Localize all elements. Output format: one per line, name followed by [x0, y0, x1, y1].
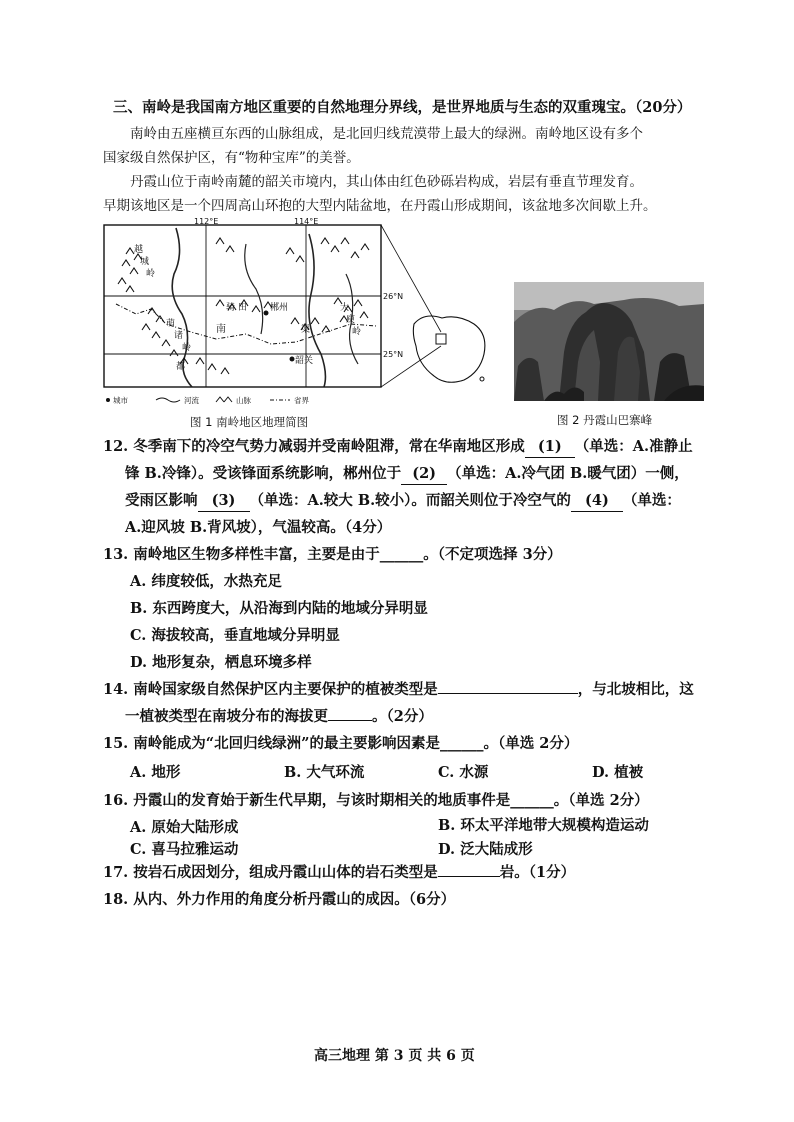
- lon-112-label: 112°E: [194, 217, 219, 226]
- q15-option-b[interactable]: B. 大气环流: [284, 764, 365, 781]
- map-label-qi: 骑: [226, 303, 236, 313]
- legend-river: 河流: [184, 396, 199, 405]
- figure1-caption: 图 1 南岭地区地理简图: [190, 415, 309, 429]
- q13-option-a[interactable]: A. 纬度较低，水热充足: [130, 573, 282, 590]
- q12-blank-2[interactable]: (2): [401, 464, 447, 485]
- lat-25-label: 25°N: [383, 350, 404, 359]
- q14-blank-1[interactable]: [438, 693, 578, 694]
- map-label-yu: 庾: [346, 315, 356, 325]
- q12-line3: 受雨区影响 (3) （单选：A.较大 B.较小）。而韶关则位于冷空气的 (4) （单选：: [125, 491, 681, 512]
- q12-blank-1[interactable]: (1): [525, 437, 575, 458]
- lat-26-label: 26°N: [383, 292, 404, 301]
- q12-line2: 锋 B.冷锋）。受该锋面系统影响，郴州位于 (2) （单选：A.冷气团 B.暖气团）一侧，: [125, 464, 689, 485]
- lon-114-label: 114°E: [294, 217, 319, 226]
- intro-para1-line2: 国家级自然保护区，有“物种宝库”的美誉。: [103, 150, 360, 166]
- q17-blank[interactable]: [438, 876, 500, 877]
- map-label-qu: 渠: [301, 325, 311, 335]
- map-label-meng: 萌: [166, 319, 176, 329]
- q16-stem: 16. 丹霞山的发育始于新生代早期，与该时期相关的地质事件是______。（单选 2分）: [103, 792, 649, 809]
- map-label-cheng: 城: [140, 257, 150, 267]
- intro-para2-line2: 早期该地区是一个四周高山环抱的大型内陆盆地，在丹霞山形成期间，该盆地多次间歇上升。: [103, 198, 657, 214]
- q13-option-c[interactable]: C. 海拔较高，垂直地域分异明显: [130, 627, 340, 644]
- q16-option-c[interactable]: C. 喜马拉雅运动: [130, 841, 239, 858]
- map-label-nan: 南: [216, 324, 226, 335]
- section-title: 三、南岭是我国南方地区重要的自然地理分界线，是世界地质与生态的双重瑰宝。（20分）: [113, 99, 692, 116]
- map-label-tian: 田: [238, 303, 248, 313]
- map-label-du: 都: [176, 362, 186, 372]
- map-label-ling3: 岭: [352, 327, 362, 337]
- danxia-photo: [514, 282, 704, 401]
- q15-option-a[interactable]: A. 地形: [130, 764, 181, 781]
- q16-option-d[interactable]: D. 泛大陆成形: [438, 841, 533, 858]
- q12-blank-4[interactable]: (4): [571, 491, 623, 512]
- q13-option-d[interactable]: D. 地形复杂，栖息环境多样: [130, 654, 312, 671]
- page-footer: 高三地理 第 3 页 共 6 页: [314, 1048, 475, 1064]
- figure2-caption: 图 2 丹霞山巴寨峰: [557, 413, 653, 427]
- q15-option-d[interactable]: D. 植被: [592, 764, 644, 781]
- q16-option-a[interactable]: A. 原始大陆形成: [130, 819, 239, 836]
- q15-option-c[interactable]: C. 水源: [438, 764, 489, 781]
- legend-city: 城市: [113, 396, 128, 405]
- nanling-map: [96, 214, 501, 414]
- q13-stem: 13. 南岭地区生物多样性丰富，主要是由于______。（不定项选择 3分）: [103, 546, 562, 563]
- map-label-shaoguan: 韶关: [295, 356, 314, 366]
- map-label-ling1: 岭: [146, 269, 156, 279]
- map-label-dayu: 大: [340, 303, 350, 313]
- q17-line: 17. 按岩石成因划分，组成丹霞山山体的岩石类型是 岩。（1分）: [103, 864, 576, 881]
- q16-option-b[interactable]: B. 环太平洋地带大规模构造运动: [438, 817, 649, 834]
- map-label-chenzhou: 郴州: [270, 303, 289, 313]
- q12-blank-3[interactable]: (3): [198, 491, 250, 512]
- map-label-ling2: 岭: [182, 343, 192, 353]
- map-label-yue: 越: [134, 245, 144, 255]
- q13-option-b[interactable]: B. 东西跨度大，从沿海到内陆的地域分异明显: [130, 600, 428, 617]
- legend-mountain: 山脉: [236, 396, 251, 405]
- q12-line1: 12. 冬季南下的冷空气势力减弱并受南岭阻滞，常在华南地区形成 (1) （单选：A.准静止: [103, 437, 693, 458]
- q18-stem: 18. 从内、外力作用的角度分析丹霞山的成因。（6分）: [103, 891, 456, 908]
- q12-line4: A.迎风坡 B.背风坡），气温较高。（4分）: [125, 519, 392, 536]
- q14-line1: 14. 南岭国家级自然保护区内主要保护的植被类型是 ，与北坡相比，这: [103, 681, 694, 698]
- map-label-zhu: 诸: [174, 331, 184, 341]
- intro-para2-line1: 丹霞山位于南岭南麓的韶关市境内，其山体由红色砂砾岩构成，岩层有垂直节理发育。: [130, 174, 643, 190]
- q14-blank-2[interactable]: [328, 720, 372, 721]
- q15-stem: 15. 南岭能成为“北回归线绿洲”的最主要影响因素是______。（单选 2分）: [103, 735, 579, 752]
- q14-line2: 一植被类型在南坡分布的海拔更 。（2分）: [125, 708, 433, 725]
- legend-province: 省界: [294, 396, 309, 405]
- intro-para1-line1: 南岭由五座横亘东西的山脉组成，是北回归线荒漠带上最大的绿洲。南岭地区设有多个: [130, 126, 643, 142]
